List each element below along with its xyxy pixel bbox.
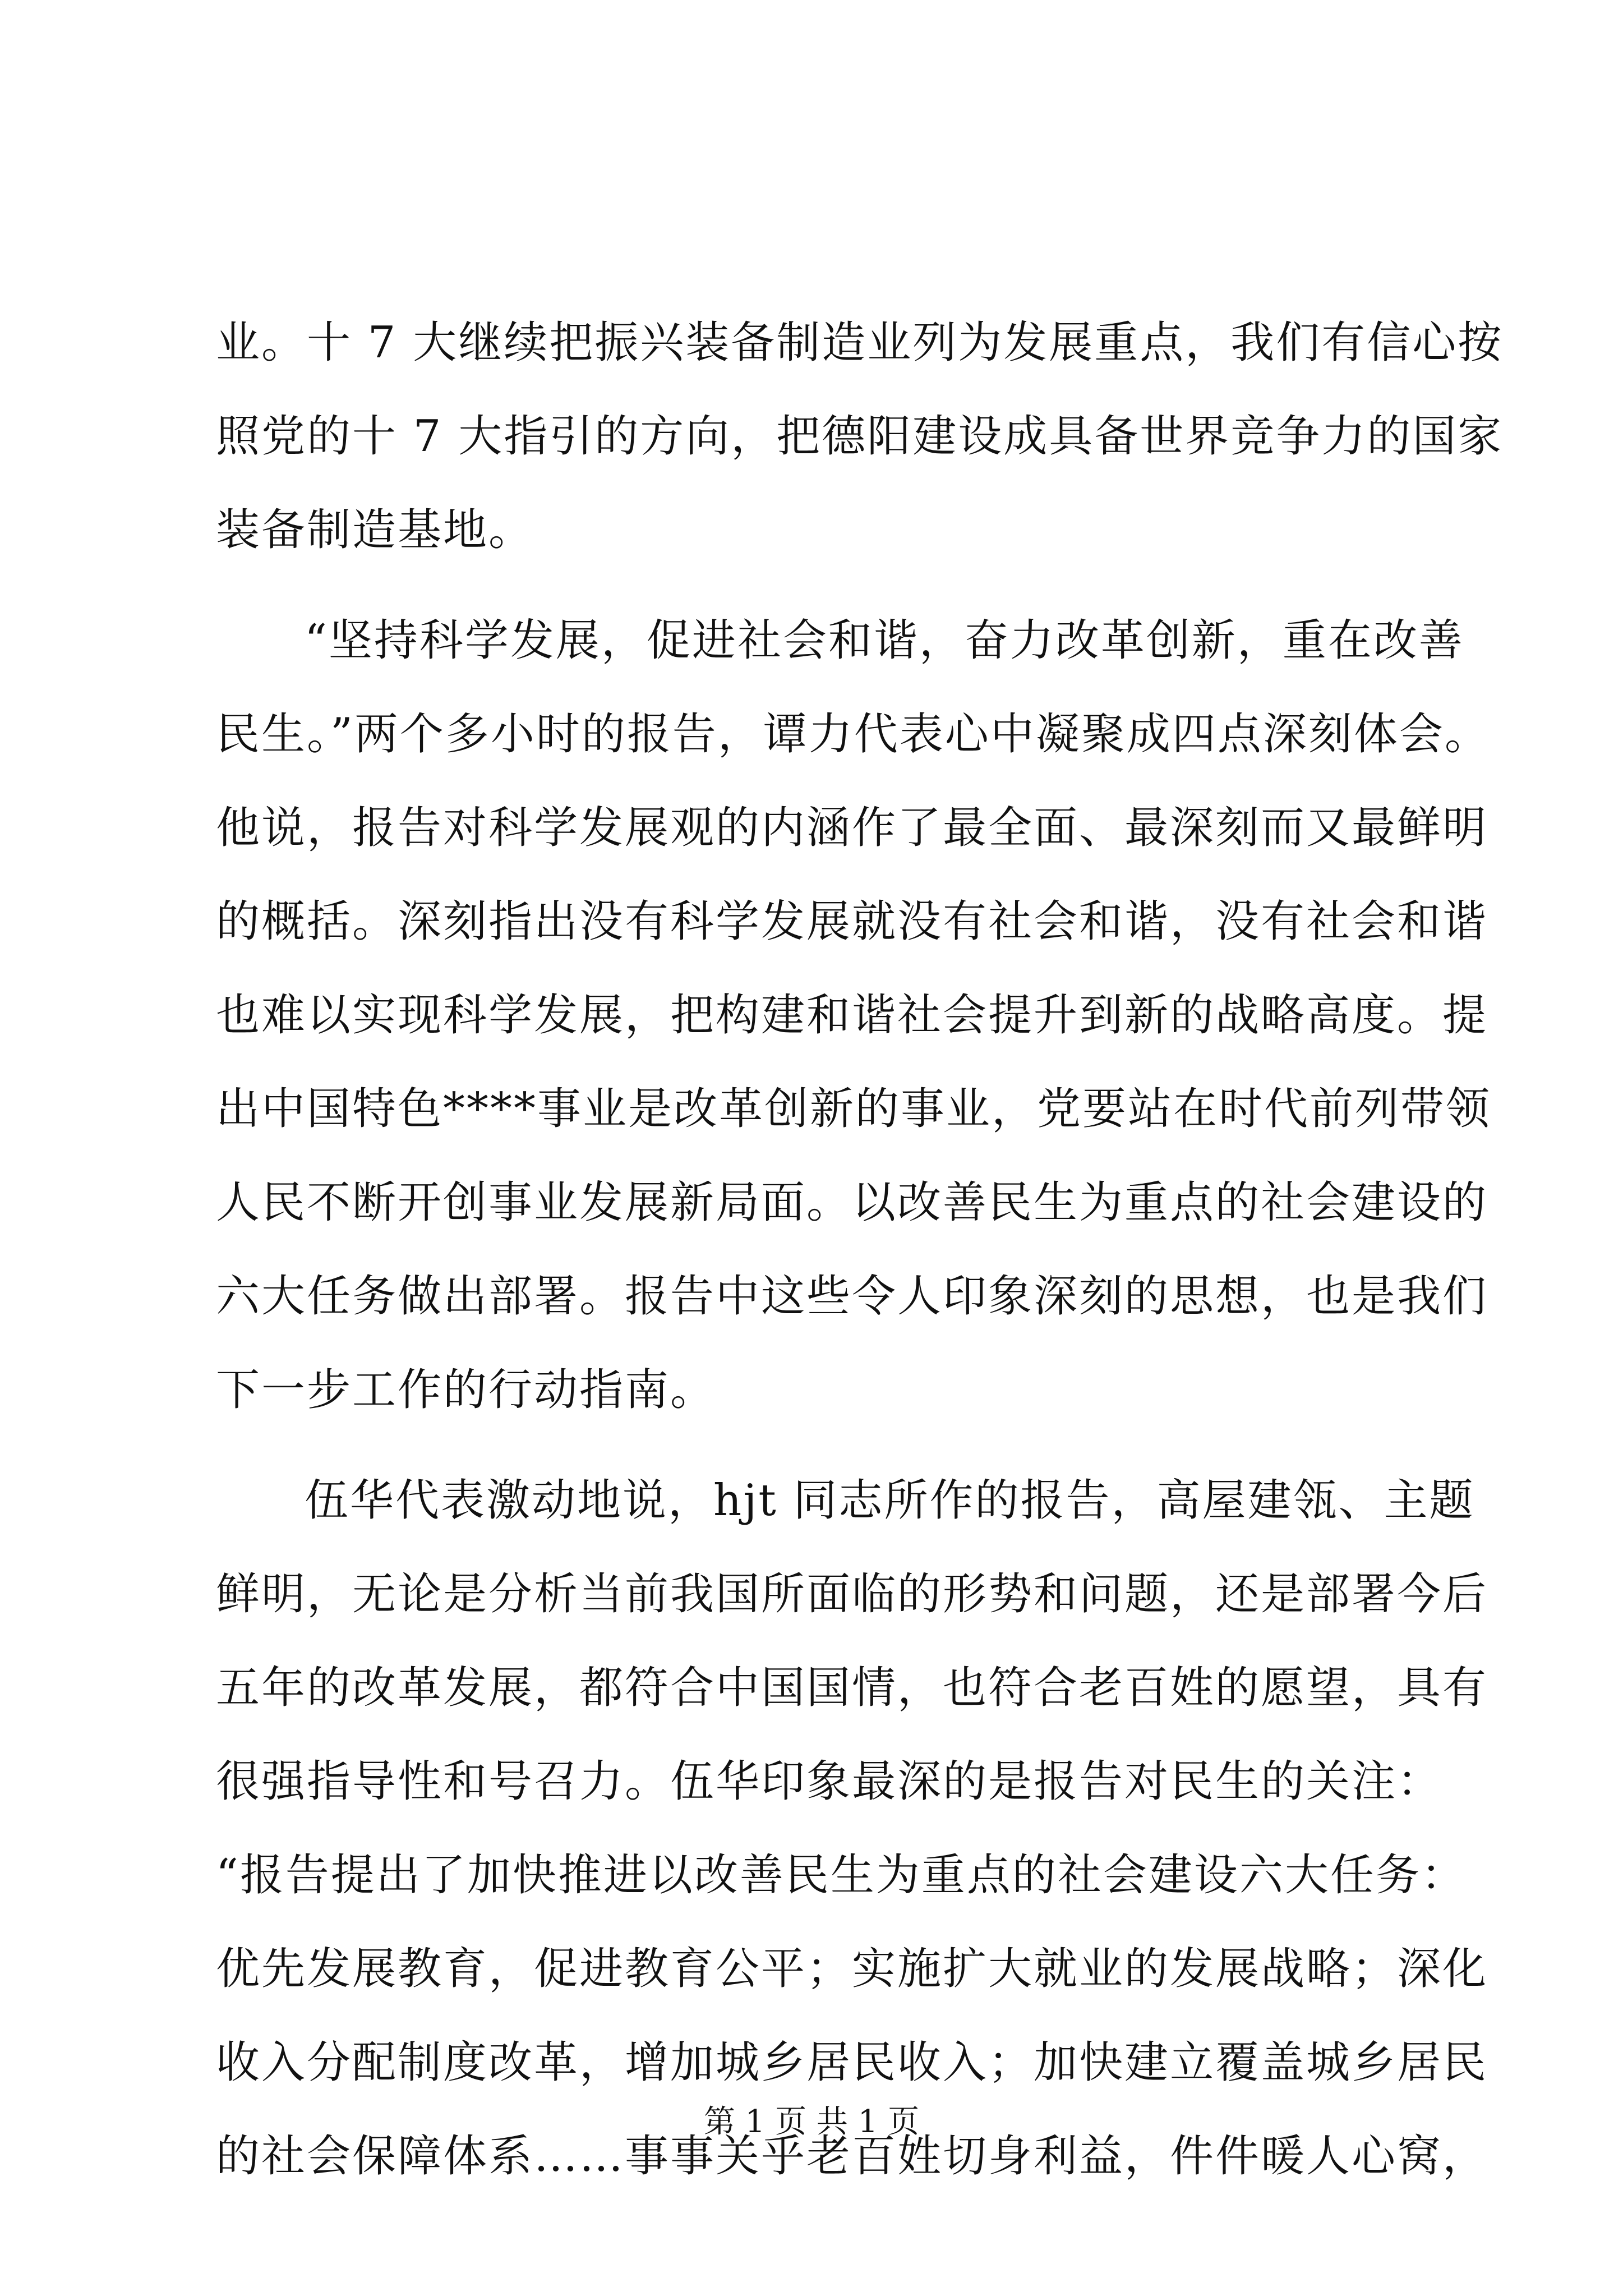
text-line: 的社会保障体系……事事关乎老百姓切身利益，件件暖人心窝， xyxy=(216,2131,1488,2182)
text-line: 伍华代表激动地说，hjt 同志所作的报告，高屋建瓴、主题 xyxy=(305,1475,1475,1526)
body-text xyxy=(216,296,1504,2203)
paragraph-gap xyxy=(216,577,1410,594)
text-line: 人民不断开创事业发展新局面。以改善民生为重点的社会建设的 xyxy=(216,1177,1488,1228)
text-line: 六大任务做出部署。报告中这些令人印象深刻的思想，也是我们 xyxy=(216,1271,1488,1322)
text-line: 他说，报告对科学发展观的内涵作了最全面、最深刻而又最鲜明 xyxy=(216,803,1488,853)
text-line: “坚持科学发展，促进社会和谐，奋力改革创新，重在改善 xyxy=(305,615,1464,666)
text-line: 优先发展教育，促进教育公平；实施扩大就业的发展战略；深化 xyxy=(216,1944,1488,1994)
text-line: 鲜明，无论是分析当前我国所面临的形势和问题，还是部署今后 xyxy=(216,1569,1488,1619)
text-line: 业。十 7 大继续把振兴装备制造业列为发展重点，我们有信心按 xyxy=(216,318,1504,368)
text-line: 下一步工作的行动指南。 xyxy=(216,1365,716,1415)
text-line: 也难以实现科学发展，把构建和谐社会提升到新的战略高度。提 xyxy=(216,990,1488,1041)
text-line: 收入分配制度改革，增加城乡居民收入；加快建立覆盖城乡居民 xyxy=(216,2037,1488,2088)
text-line: 出中国特色****事业是改革创新的事业，党要站在时代前列带领 xyxy=(216,1084,1492,1134)
text-line: 很强指导性和号召力。伍华印象最深的是报告对民生的关注： xyxy=(216,1756,1443,1807)
text-line: 民生。”两个多小时的报告，谭力代表心中凝聚成四点深刻体会。 xyxy=(216,709,1490,760)
text-line: “报告提出了加快推进以改善民生为重点的社会建设六大任务： xyxy=(216,1850,1467,1901)
text-line: 的概括。深刻指出没有科学发展就没有社会和谐，没有社会和谐 xyxy=(216,896,1488,947)
text-line: 五年的改革发展，都符合中国国情，也符合老百姓的愿望，具有 xyxy=(216,1663,1488,1713)
paragraph-gap xyxy=(216,1437,1410,1454)
text-line: 照党的十 7 大指引的方向，把德阳建设成具备世界竞争力的国家 xyxy=(216,411,1504,462)
page-footer: 第 1 页 共 1 页 xyxy=(703,2104,920,2140)
text-line: 装备制造基地。 xyxy=(216,505,534,555)
